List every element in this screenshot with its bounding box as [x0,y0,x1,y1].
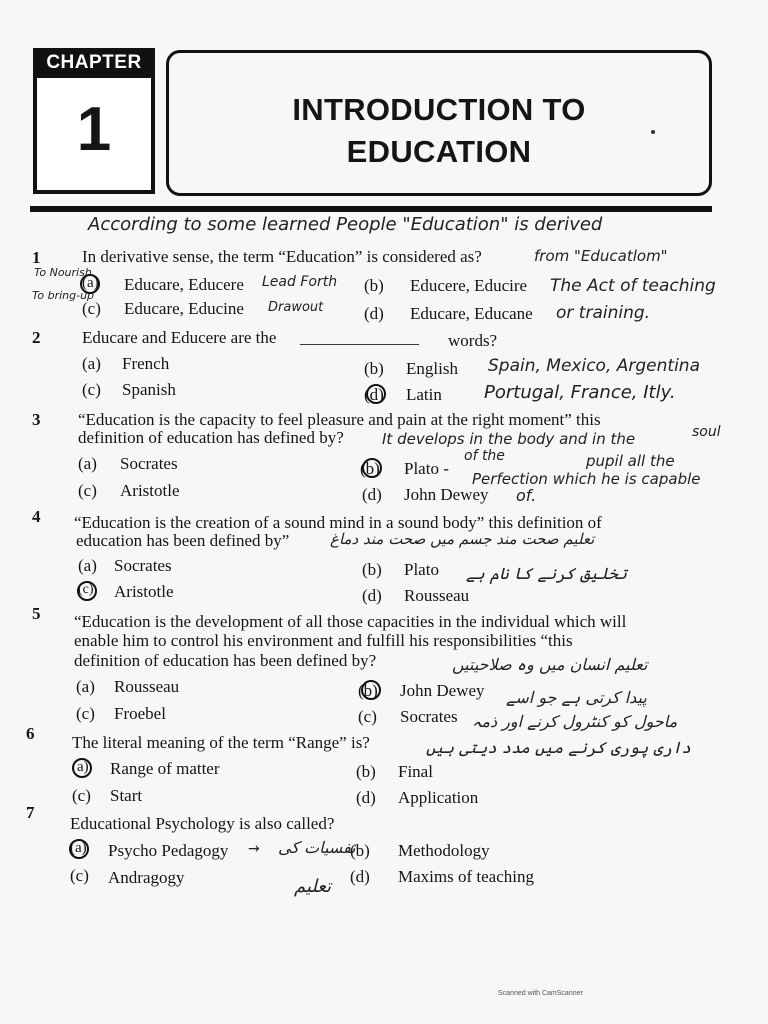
question-1-option-b: Educere, Educire [410,276,528,295]
question-2-option-c-label: (c) [82,380,101,399]
handwritten-q3-perfection: Perfection which he is capable [472,470,701,488]
question-5-option-a: Rousseau [114,677,180,696]
chapter-number: 1 [76,95,112,164]
question-6-option-a: Range of matter [110,759,220,778]
question-2-stem-before: Educare and Educere are the [82,328,277,347]
question-4-option-d-label: (d) [362,586,382,605]
question-4-stem-line2: education has been defined by” [76,531,290,550]
question-5-option-d: Socrates [400,707,458,726]
question-3-stem-line2: definition of education has defined by? [78,428,344,447]
question-4-number: 4 [32,507,41,526]
handwritten-q1-training: or training. [556,303,651,323]
handwritten-q4-urdu1: تعلیم صحت مند جسم میں صحت مند دماغ [330,530,595,548]
question-1-option-d-label: (d) [364,304,384,323]
handwritten-q1-tobringup: To bring-up [32,289,95,302]
handwritten-q3-develops: It develops in the body and in the [382,430,636,448]
title-rule [30,206,712,212]
question-2-option-d: Latin [406,385,442,404]
question-6-number: 6 [26,724,35,743]
handwritten-q7-urdu2: تعلیم [294,876,332,897]
question-4-option-b-label: (b) [362,560,382,579]
handwritten-q3-soul: soul [692,424,721,440]
question-2-option-c: Spanish [122,380,176,399]
question-7-option-b-label: (b) [350,841,370,860]
question-5-number: 5 [32,604,41,623]
handwritten-q2-countries2: Portugal, France, Itly. [484,382,676,403]
handwritten-q1-drawout: Drawout [268,300,324,315]
chapter-label: CHAPTER [33,48,155,78]
question-6-option-d: Application [398,788,479,807]
question-3-option-a: Socrates [120,454,178,473]
question-6-option-a-label: (a) [72,759,89,775]
handwritten-q1-act: The Act of teaching [550,276,716,296]
handwritten-q1-leadforth: Lead Forth [262,274,338,290]
page-title-line2: EDUCATION [346,134,532,169]
question-7-option-a-label: (a) [70,840,87,856]
question-3-stem-line1: “Education is the capacity to feel pleasure and pain at the right moment” this [78,410,601,429]
handwritten-q6-urdu1: داری پوری کرنے میں مدد دیتی ہیں [426,738,691,757]
question-5-stem-line1: “Education is the development of all those capacities in the individual which will [74,612,627,631]
question-4-option-a-label: (a) [78,556,97,575]
question-7-option-c: Andragogy [108,868,185,887]
question-5-option-a-label: (a) [76,677,95,696]
speck [651,130,655,134]
handwritten-q7-urdu1: نفسیات کی [278,838,356,857]
question-5-stem-line3: definition of education has been defined by? [74,651,377,670]
question-6-stem: The literal meaning of the term “Range” is? [72,733,370,752]
question-2-option-a: French [122,354,170,373]
question-2-option-d-label: (d) [364,385,384,404]
question-6-option-b: Final [398,762,433,781]
question-7-option-b: Methodology [398,841,490,860]
question-5-option-b: John Dewey [400,681,485,700]
question-7-number: 7 [26,803,35,822]
question-3-option-b-label: (b) [360,459,380,478]
question-3-option-a-label: (a) [78,454,97,473]
question-4-stem-line1: “Education is the creation of a sound mind in a sound body” this definition of [74,513,602,532]
question-3-option-b: Plato - [404,459,449,478]
question-4-option-c: Aristotle [114,582,174,601]
question-7-option-a: Psycho Pedagogy [108,841,229,860]
question-1-option-a: Educare, Educere [124,275,244,294]
question-6-option-d-label: (d) [356,788,376,807]
question-4-option-c-label: (c) [78,582,94,597]
question-5-option-c: Froebel [114,704,166,723]
handwritten-q3-ofthe: of the [464,448,505,464]
question-5-option-b-label: (b) [358,681,378,700]
question-2-blank: ______________ [300,328,419,347]
question-6-option-c-label: (c) [72,786,91,805]
handwritten-q4-urdu2: تخلیق کرنے کا نام ہے [466,564,627,583]
question-4-option-a: Socrates [114,556,172,575]
question-7-option-d-label: (d) [350,867,370,886]
question-2-option-b-label: (b) [364,359,384,378]
question-1-option-c: Educare, Educine [124,299,244,318]
page-title-line1: INTRODUCTION TO [292,92,586,127]
handwritten-q3-pupil: pupil all the [586,452,675,470]
arrow-icon: → [248,841,260,857]
question-5-option-d-label: (c) [358,707,377,726]
question-7-stem: Educational Psychology is also called? [70,814,335,833]
handwritten-q1-from: from "Educatlom" [534,247,668,265]
question-1-option-c-label: (c) [82,299,101,318]
question-7-option-d: Maxims of teaching [398,867,534,886]
question-1-option-d: Educare, Educane [410,304,533,323]
question-2-option-a-label: (a) [82,354,101,373]
handwritten-q5-urdu2: پیدا کرتی ہے جو اسے [506,688,647,707]
question-2-number: 2 [32,328,41,347]
question-4-option-b: Plato [404,560,439,579]
question-4-option-d: Rousseau [404,586,470,605]
question-1-option-a-label: (a) [82,275,99,291]
question-6-option-b-label: (b) [356,762,376,781]
question-6-option-c: Start [110,786,143,805]
scanner-watermark: Scanned with CamScanner [498,990,583,997]
question-3-option-c-label: (c) [78,481,97,500]
handwritten-q1-tonourish: To Nourish [34,266,92,279]
question-1-stem: In derivative sense, the term “Education” is considered as? [82,247,482,266]
question-3-number: 3 [32,410,41,429]
question-3-option-d-label: (d) [362,485,382,504]
question-2-option-b: English [406,359,458,378]
question-1-option-b-label: (b) [364,276,384,295]
question-5-option-c-label: (c) [76,704,95,723]
handwritten-q3-of: of. [516,486,537,505]
question-3-option-c: Aristotle [120,481,180,500]
handwritten-q5-urdu3: ماحول کو کنٹرول کرنے اور ذمہ [472,712,678,731]
question-3-option-d: John Dewey [404,485,489,504]
question-5-stem-line2: enable him to control his environment and fulfill his responsibilities “this [74,631,573,650]
question-2-stem-after: words? [448,331,498,350]
handwritten-intro: According to some learned People "Education" is derived [88,214,603,235]
handwritten-q2-countries1: Spain, Mexico, Argentina [488,356,700,376]
handwritten-q5-urdu1: تعلیم انسان میں وہ صلاحیتیں [452,655,648,674]
question-1-number: 1 [32,248,41,267]
question-7-option-c-label: (c) [70,866,89,885]
